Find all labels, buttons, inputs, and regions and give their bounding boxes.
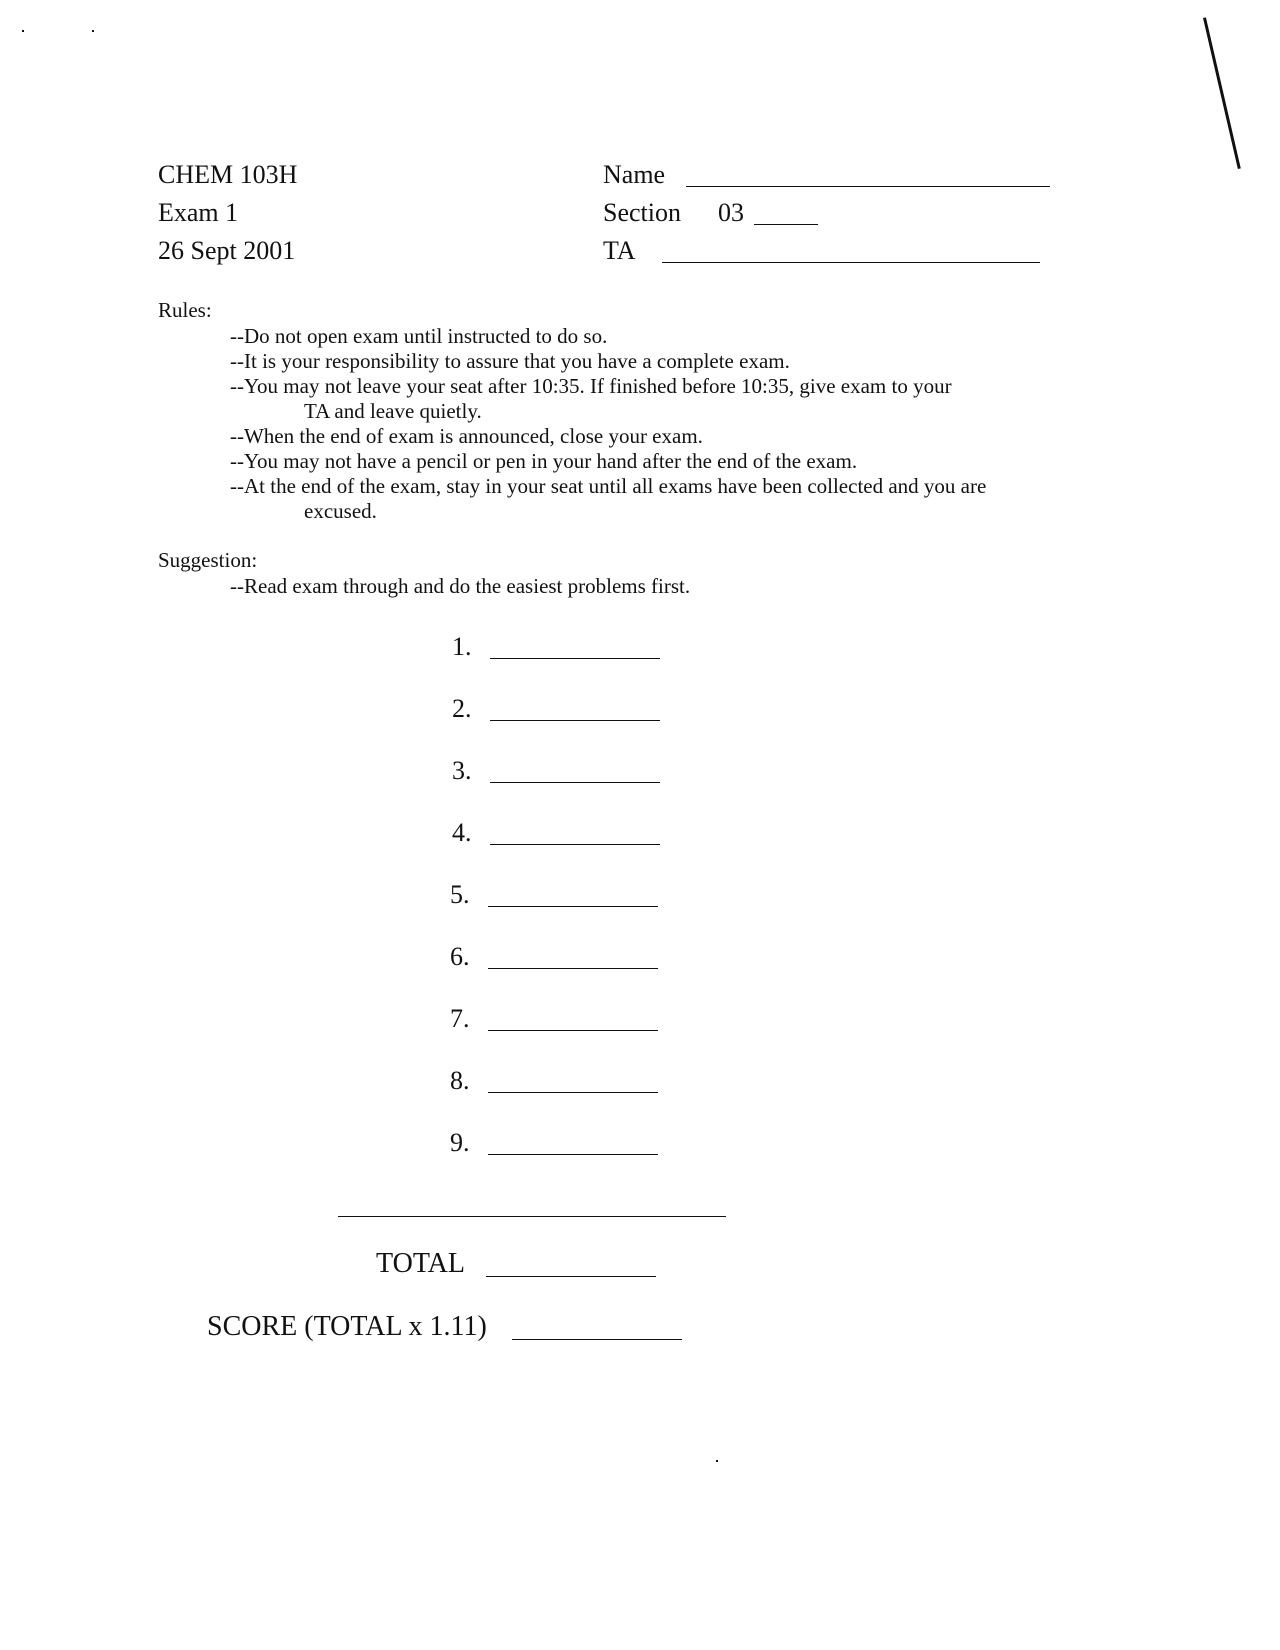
exam-title: Exam 1: [158, 198, 239, 227]
scan-speck: [22, 30, 24, 32]
problem-number: 7.: [450, 1004, 470, 1033]
problem-number: 4.: [452, 818, 472, 847]
problem-score-field[interactable]: [488, 1154, 658, 1155]
section-value: 03: [718, 198, 744, 227]
problem-score-field[interactable]: [488, 1030, 658, 1031]
sum-divider: [338, 1216, 726, 1217]
problem-score-field[interactable]: [490, 844, 660, 845]
ta-label: TA: [603, 236, 636, 265]
ta-field[interactable]: [662, 262, 1040, 263]
scan-speck: [92, 30, 94, 32]
problem-score-field[interactable]: [490, 782, 660, 783]
problem-number: 6.: [450, 942, 470, 971]
name-field[interactable]: [686, 186, 1050, 187]
exam-date: 26 Sept 2001: [158, 236, 296, 265]
suggestion-heading: Suggestion:: [158, 548, 258, 572]
problem-number: 2.: [452, 694, 472, 723]
scan-mark: [1203, 17, 1241, 169]
section-label: Section: [603, 198, 681, 227]
problem-score-field[interactable]: [488, 1092, 658, 1093]
problem-score-field[interactable]: [488, 968, 658, 969]
rule-item: --At the end of the exam, stay in your seat until all exams have been collected and you are: [230, 474, 987, 498]
rule-item: --When the end of exam is announced, close your exam.: [230, 424, 703, 448]
suggestion-text: --Read exam through and do the easiest problems first.: [230, 574, 691, 598]
score-label: SCORE (TOTAL x 1.11): [207, 1311, 487, 1342]
rule-item: --You may not leave your seat after 10:35. If finished before 10:35, give exam to your: [230, 374, 952, 398]
problem-number: 5.: [450, 880, 470, 909]
problem-number: 3.: [452, 756, 472, 785]
problem-score-field[interactable]: [490, 720, 660, 721]
score-field[interactable]: [512, 1339, 682, 1340]
rule-item-continued: excused.: [304, 499, 377, 523]
rule-item-continued: TA and leave quietly.: [304, 399, 482, 423]
total-field[interactable]: [486, 1276, 656, 1277]
section-field[interactable]: [754, 224, 818, 225]
problem-score-field[interactable]: [490, 658, 660, 659]
scan-speck: [716, 1460, 718, 1462]
rule-item: --Do not open exam until instructed to do so.: [230, 324, 608, 348]
problem-score-field[interactable]: [488, 906, 658, 907]
course-code: CHEM 103H: [158, 160, 298, 189]
problem-number: 9.: [450, 1128, 470, 1157]
total-label: TOTAL: [376, 1248, 466, 1279]
problem-number: 1.: [452, 632, 472, 661]
rule-item: --It is your responsibility to assure that you have a complete exam.: [230, 349, 790, 373]
name-label: Name: [603, 160, 666, 189]
rule-item: --You may not have a pencil or pen in your hand after the end of the exam.: [230, 449, 858, 473]
rules-heading: Rules:: [158, 298, 212, 322]
problem-number: 8.: [450, 1066, 470, 1095]
